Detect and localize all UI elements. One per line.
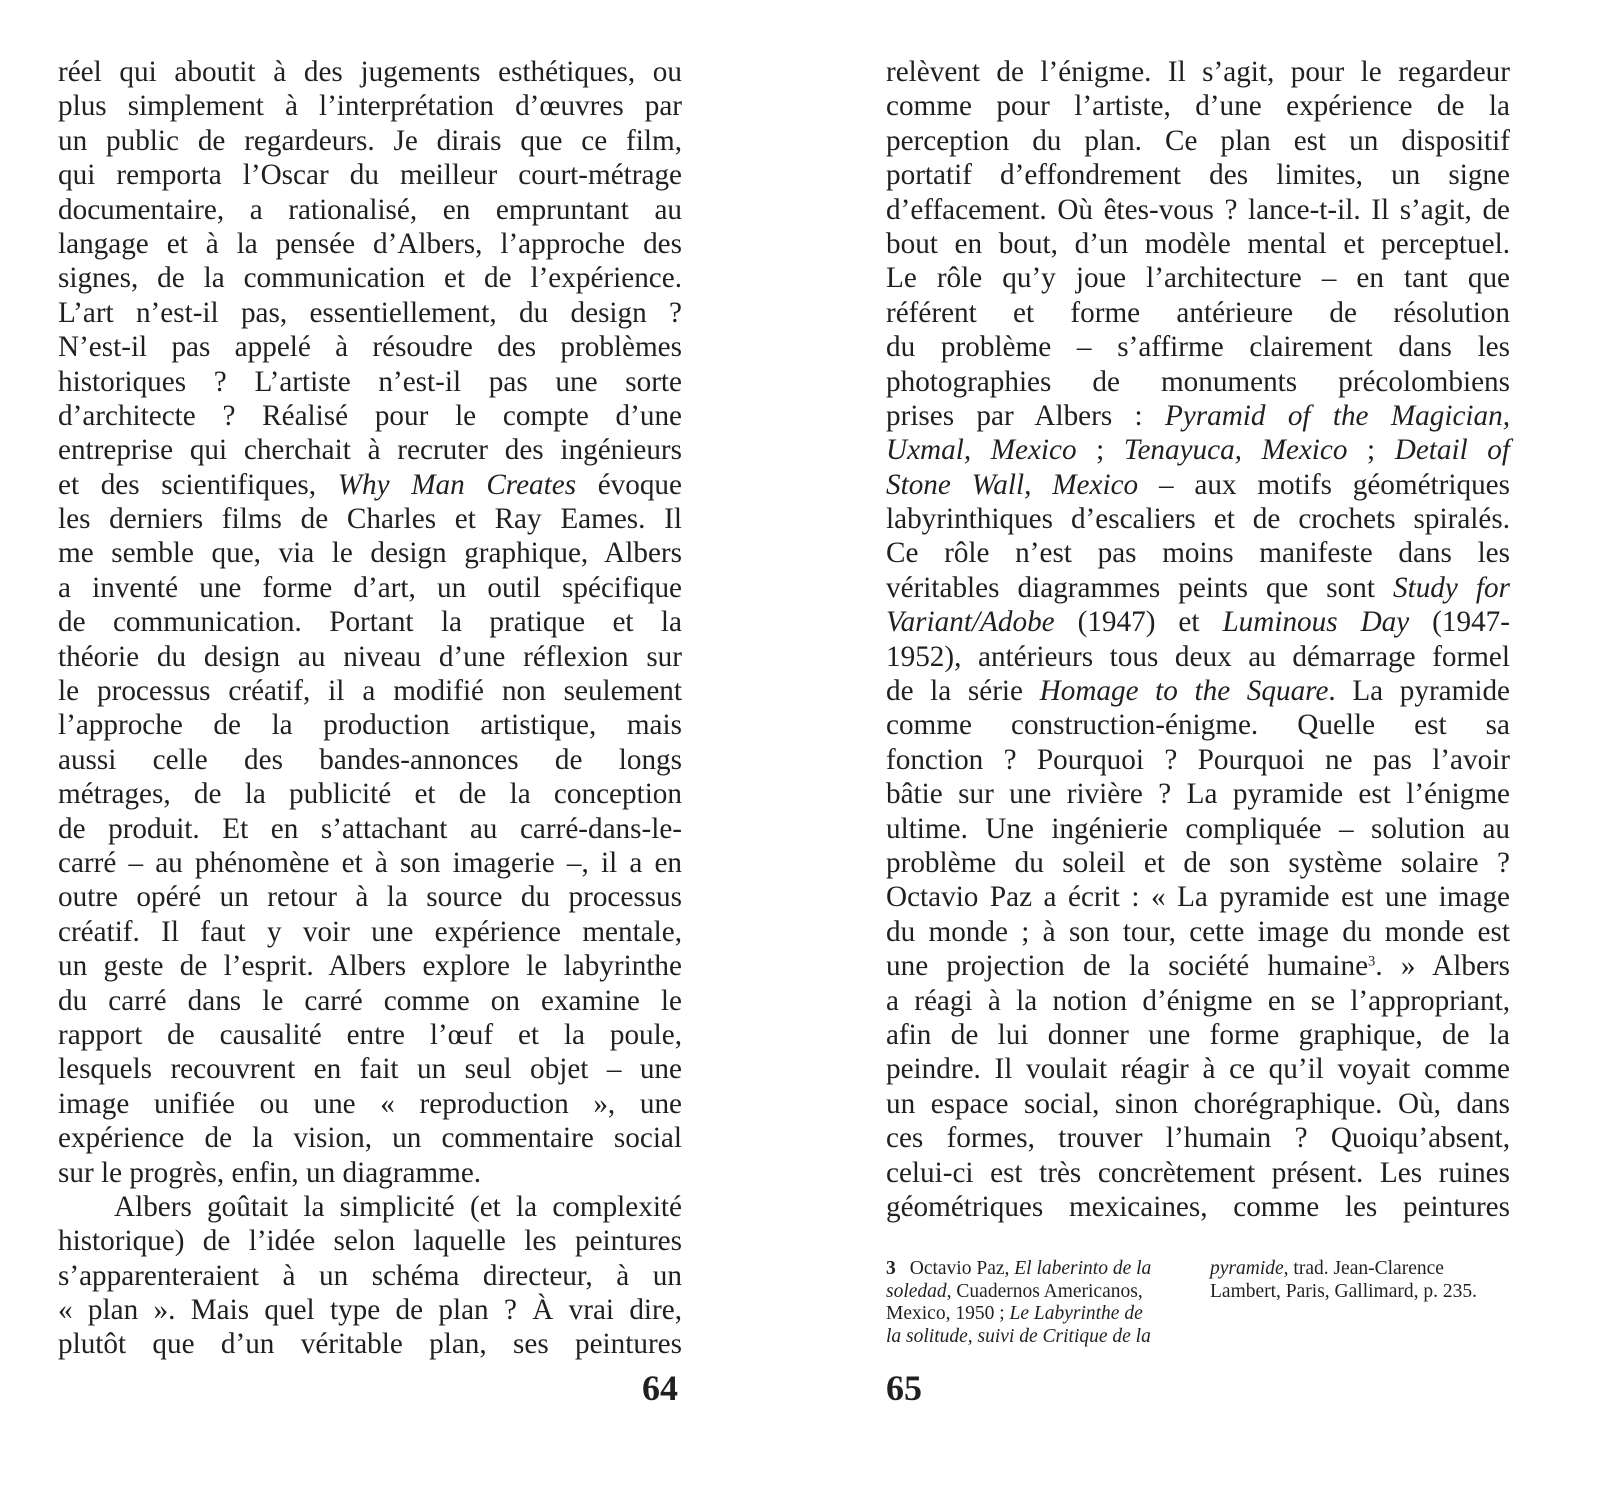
text-run: de produit. Et en s’attachant au carré-dans-le-	[58, 812, 682, 845]
text-run: langage et à la pensée d’Albers, l’approche des	[58, 227, 682, 260]
text-line	[886, 743, 1510, 777]
text-run: rapport de causalité entre l’œuf et la poule,	[58, 1018, 682, 1051]
text-line	[58, 880, 682, 914]
text-line	[58, 1293, 682, 1327]
text-line	[58, 1224, 682, 1258]
italic-title: Tenayuca, Mexico	[1123, 434, 1348, 467]
footnote-line	[886, 1326, 1176, 1349]
italic-title: Pyramid of the Magician,	[1164, 399, 1510, 432]
text-run: N’est-il pas appelé à résoudre des problèmes	[58, 331, 682, 364]
text-run: labyrinthiques d’escaliers et de crochets spiralés.	[886, 503, 1510, 536]
text-line	[58, 571, 682, 605]
text-run: ultime. Une ingénierie compliquée – solution au	[886, 812, 1510, 845]
italic-title: Homage to the Square	[1039, 675, 1329, 708]
text-run: , Cuadernos Americanos,	[946, 1280, 1143, 1302]
text-run: Albers goûtait la simplicité (et la complexité	[114, 1190, 682, 1223]
text-line	[886, 1087, 1510, 1121]
text-line	[58, 296, 682, 330]
text-line	[886, 330, 1510, 364]
text-run: plus simplement à l’interprétation d’œuvres par	[58, 90, 682, 123]
text-run: celui-ci est très concrètement présent. Les ruines	[886, 1156, 1510, 1189]
text-run: métrages, de la publicité et de la conception	[58, 778, 682, 811]
text-run: de communication. Portant la pratique et la	[58, 606, 682, 639]
text-run: référent et forme antérieure de résolution	[886, 296, 1510, 329]
text-run: photographies de monuments précolombiens	[886, 365, 1510, 398]
text-run: Ce rôle n’est pas moins manifeste dans les	[886, 537, 1510, 570]
text-line	[886, 89, 1510, 123]
footnote-line	[1210, 1258, 1500, 1281]
text-line	[58, 468, 682, 502]
text-line	[58, 777, 682, 811]
footnote-column-2	[1210, 1258, 1500, 1348]
text-line	[58, 1121, 682, 1155]
text-line	[58, 1259, 682, 1293]
text-line	[886, 433, 1510, 467]
text-line	[58, 261, 682, 295]
text-line	[58, 124, 682, 158]
italic-title: Variant/Adobe	[886, 606, 1055, 639]
text-line	[58, 708, 682, 742]
italic-title: El laberinto de la	[1014, 1258, 1152, 1279]
text-run: prises par Albers :	[886, 399, 1165, 432]
text-line	[886, 846, 1510, 880]
text-run: véritables diagrammes peints que sont	[886, 571, 1393, 604]
text-line	[886, 468, 1510, 502]
text-run: de la série	[886, 675, 1040, 708]
text-line	[886, 674, 1510, 708]
text-run: , trad. Jean-Clarence	[1283, 1258, 1444, 1279]
text-run: historique) de l’idée selon laquelle les peintures	[58, 1225, 682, 1258]
text-line	[886, 640, 1510, 674]
text-run: . La pyramide	[1328, 675, 1511, 708]
text-line	[58, 915, 682, 949]
right-page	[803, 0, 1606, 1496]
right-page-body-text	[886, 55, 1510, 1224]
footnote-line	[886, 1281, 1176, 1304]
text-line	[58, 984, 682, 1018]
text-run: fonction ? Pourquoi ? Pourquoi ne pas l’avoir	[886, 743, 1510, 776]
text-run: et des scientifiques,	[58, 468, 338, 501]
text-run: a inventé une forme d’art, un outil spécifique	[58, 571, 682, 604]
text-line	[58, 846, 682, 880]
text-run: Octavio Paz,	[909, 1258, 1015, 1279]
text-run: du monde ; à son tour, cette image du monde est	[886, 915, 1510, 948]
text-line	[58, 433, 682, 467]
text-run: (1947-	[1409, 606, 1510, 639]
footnote-reference: 3	[1368, 953, 1376, 970]
text-run: lesquels recouvrent en fait un seul objet – une	[58, 1053, 682, 1086]
text-line	[886, 1156, 1510, 1190]
text-run: Mexico, 1950 ;	[886, 1303, 1010, 1325]
text-run: les derniers films de Charles et Ray Eames. Il	[58, 503, 682, 536]
text-run: signes, de la communication et de l’expérience.	[58, 262, 682, 295]
text-run: afin de lui donner une forme graphique, de la	[886, 1018, 1510, 1051]
text-run: d’effacement. Où êtes-vous ? lance-t-il. Il s’agit, de	[886, 193, 1510, 226]
left-page-body-text	[58, 55, 682, 1362]
text-line	[58, 502, 682, 536]
text-run: L’art n’est-il pas, essentiellement, du design ?	[58, 296, 682, 329]
text-run: ces formes, trouver l’humain ? Quoiqu’absent,	[886, 1122, 1510, 1155]
text-run: un geste de l’esprit. Albers explore le labyrinthe	[58, 950, 682, 983]
text-line	[886, 605, 1510, 639]
text-line	[58, 949, 682, 983]
text-line	[58, 605, 682, 639]
text-run: outre opéré un retour à la source du processus	[58, 881, 682, 914]
text-run: comme construction-énigme. Quelle est sa	[886, 709, 1510, 742]
text-line	[58, 55, 682, 89]
text-run: expérience de la vision, un commentaire social	[58, 1122, 682, 1155]
text-line	[58, 674, 682, 708]
text-line	[886, 536, 1510, 570]
italic-title: pyramide	[1210, 1258, 1284, 1279]
text-run: sur le progrès, enfin, un diagramme.	[58, 1156, 482, 1189]
italic-title: soledad	[886, 1280, 947, 1302]
text-run: historiques ? L’artiste n’est-il pas une sorte	[58, 365, 682, 398]
text-run: Le rôle qu’y joue l’architecture – en tant que	[886, 262, 1510, 295]
text-run: portatif d’effondrement des limites, un signe	[886, 159, 1510, 192]
text-line	[58, 1018, 682, 1052]
text-run: . » Albers	[1375, 950, 1510, 983]
text-line	[58, 640, 682, 674]
text-line	[886, 55, 1510, 89]
text-run: ;	[1347, 434, 1395, 467]
text-line	[58, 1052, 682, 1086]
text-run: ;	[1076, 434, 1124, 467]
text-run: a réagi à la notion d’énigme en se l’appropriant,	[886, 984, 1510, 1017]
text-run: (1947) et	[1054, 606, 1223, 639]
text-run: l’approche de la production artistique, mais	[58, 709, 682, 742]
italic-title: Study for	[1393, 571, 1510, 604]
text-line	[886, 708, 1510, 742]
footnote-line	[1210, 1281, 1500, 1304]
text-run: « plan ». Mais quel type de plan ? À vrai dire,	[58, 1294, 682, 1327]
text-run: bout en bout, d’un modèle mental et perceptuel.	[886, 227, 1510, 260]
text-line	[886, 365, 1510, 399]
text-line	[886, 193, 1510, 227]
italic-title: Le Labyrinthe de	[1009, 1303, 1143, 1325]
text-line	[58, 365, 682, 399]
text-run: qui remporta l’Oscar du meilleur court-métrage	[58, 159, 682, 192]
text-run: un public de regardeurs. Je dirais que ce film,	[58, 124, 682, 157]
text-line	[58, 1190, 682, 1224]
text-run: évoque	[576, 468, 682, 501]
page-number-left: 64	[642, 1368, 678, 1408]
text-line	[58, 812, 682, 846]
text-run: aussi celle des bandes-annonces de longs	[58, 743, 682, 776]
italic-title: Detail of	[1394, 434, 1510, 467]
text-run: – aux motifs géométriques	[1138, 468, 1510, 501]
text-line	[886, 1018, 1510, 1052]
text-line	[886, 261, 1510, 295]
text-run: perception du plan. Ce plan est un dispositif	[886, 124, 1510, 157]
text-line	[58, 227, 682, 261]
footnote-3	[886, 1258, 1510, 1348]
text-run: Octavio Paz a écrit : « La pyramide est une image	[886, 881, 1510, 914]
page-number-right: 65	[886, 1368, 922, 1408]
text-run: me semble que, via le design graphique, Albers	[58, 537, 682, 570]
text-line	[886, 777, 1510, 811]
text-line	[58, 158, 682, 192]
text-run: problème du soleil et de son système solaire ?	[886, 846, 1510, 879]
text-line	[58, 1156, 682, 1190]
text-run: le processus créatif, il a modifié non seulement	[58, 675, 682, 708]
text-run: s’apparenteraient à un schéma directeur, à un	[58, 1259, 682, 1292]
text-run: réel qui aboutit à des jugements esthétiques, ou	[58, 56, 682, 88]
text-run: documentaire, a rationalisé, en empruntant au	[58, 193, 682, 226]
text-line	[886, 812, 1510, 846]
text-line	[886, 227, 1510, 261]
text-run: théorie du design au niveau d’une réflexion sur	[58, 640, 682, 673]
text-run: du problème – s’affirme clairement dans les	[886, 331, 1510, 364]
text-run: un espace social, sinon chorégraphique. Où, dans	[886, 1087, 1510, 1120]
text-run: 1952), antérieurs tous deux au démarrage formel	[886, 640, 1510, 673]
text-line	[58, 89, 682, 123]
text-line	[886, 984, 1510, 1018]
text-line	[886, 915, 1510, 949]
text-run: créatif. Il faut y voir une expérience mentale,	[58, 915, 682, 948]
text-line	[58, 1087, 682, 1121]
text-line	[58, 1327, 682, 1361]
text-line	[886, 158, 1510, 192]
text-line	[886, 880, 1510, 914]
footnote-line	[886, 1303, 1176, 1326]
text-run: carré – au phénomène et à son imagerie –, il a en	[58, 846, 682, 879]
text-run: image unifiée ou une « reproduction », une	[58, 1087, 682, 1120]
footnote-number: 3	[886, 1258, 896, 1279]
italic-title: la solitude, suivi de Critique de la	[886, 1325, 1151, 1347]
text-run: plutôt que d’un véritable plan, ses peintures	[58, 1328, 682, 1361]
text-run: du carré dans le carré comme on examine le	[58, 984, 682, 1017]
text-run: entreprise qui cherchait à recruter des ingénieurs	[58, 434, 682, 467]
italic-title: Why Man Creates	[337, 468, 577, 501]
text-line	[886, 571, 1510, 605]
text-line	[886, 1052, 1510, 1086]
text-line	[886, 399, 1510, 433]
italic-title: Uxmal, Mexico	[886, 434, 1077, 467]
text-line	[886, 1190, 1510, 1224]
italic-title: Luminous Day	[1222, 606, 1410, 639]
italic-title: Stone Wall, Mexico	[886, 468, 1139, 501]
footnote-column-1	[886, 1258, 1176, 1348]
text-run: une projection de la société humaine	[886, 950, 1369, 983]
text-run: Lambert, Paris, Gallimard, p. 235.	[1210, 1280, 1477, 1302]
text-line	[886, 949, 1510, 983]
text-line	[58, 193, 682, 227]
text-run: bâtie sur une rivière ? La pyramide est l’énigme	[886, 778, 1510, 811]
text-line	[58, 536, 682, 570]
text-line	[58, 743, 682, 777]
text-run: géométriques mexicaines, comme les peintures	[886, 1190, 1510, 1223]
text-line	[886, 124, 1510, 158]
text-line	[886, 502, 1510, 536]
text-line	[58, 399, 682, 433]
text-run: d’architecte ? Réalisé pour le compte d’une	[58, 399, 682, 432]
text-line	[886, 1121, 1510, 1155]
text-run: relèvent de l’énigme. Il s’agit, pour le regardeur	[886, 56, 1510, 88]
footnote-line	[886, 1258, 1176, 1281]
text-run: peindre. Il voulait réagir à ce qu’il voyait comme	[886, 1053, 1510, 1086]
text-line	[886, 296, 1510, 330]
text-line	[58, 330, 682, 364]
text-run: comme pour l’artiste, d’une expérience de la	[886, 90, 1510, 123]
